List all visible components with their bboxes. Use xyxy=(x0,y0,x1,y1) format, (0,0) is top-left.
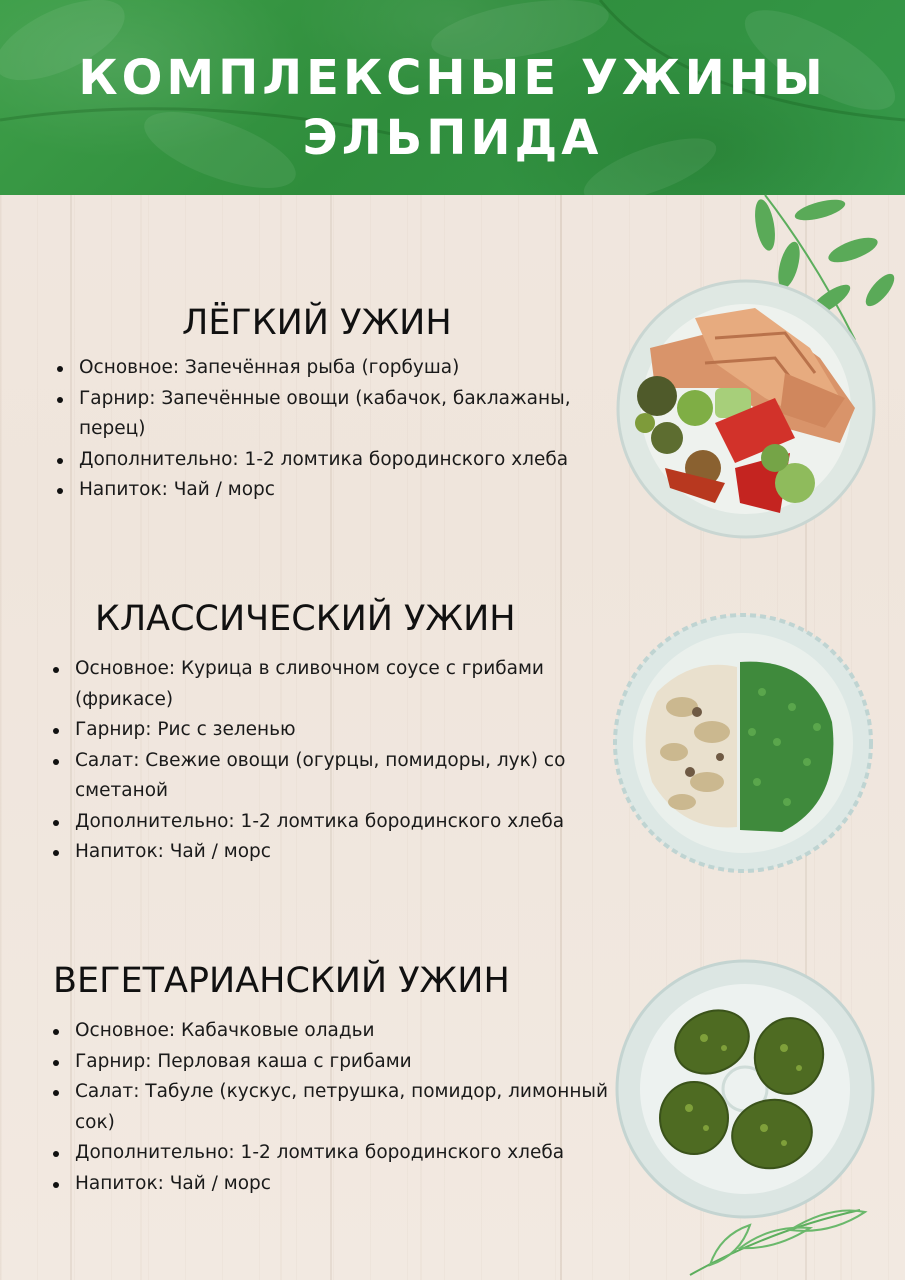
header-banner xyxy=(0,0,905,195)
list-item: Дополнительно: 1-2 ломтика бородинского хлеба xyxy=(49,807,609,838)
list-item: Напиток: Чай / морс xyxy=(49,1169,609,1200)
list-item: Дополнительно: 1-2 ломтика бородинского хлеба xyxy=(49,1138,609,1169)
section-title-classic-dinner: КЛАССИЧЕСКИЙ УЖИН xyxy=(95,599,516,639)
page-title xyxy=(0,48,905,168)
menu-list-vegetarian-dinner xyxy=(49,1016,609,1199)
zucchini-fritters-plate-image xyxy=(614,958,876,1220)
list-item: Напиток: Чай / морс xyxy=(53,475,613,506)
menu-list-light-dinner xyxy=(53,353,613,506)
section-title-vegetarian-dinner: ВЕГЕТАРИАНСКИЙ УЖИН xyxy=(53,961,510,1001)
list-item: Основное: Курица в сливочном соусе с грибами (фрикасе) xyxy=(49,654,609,715)
list-item: Гарнир: Запечённые овощи (кабачок, баклажаны, перец) xyxy=(53,384,613,445)
list-item: Напиток: Чай / морс xyxy=(49,837,609,868)
baked-salmon-plate-image xyxy=(615,278,877,540)
page-title-line1: КОМПЛЕКСНЫЕ УЖИНЫ xyxy=(78,50,827,106)
list-item: Салат: Табуле (кускус, петрушка, помидор, лимонный сок) xyxy=(49,1077,609,1138)
chicken-fricassee-plate-image xyxy=(612,612,874,874)
list-item: Гарнир: Рис с зеленью xyxy=(49,715,609,746)
list-item: Дополнительно: 1-2 ломтика бородинского хлеба xyxy=(53,445,613,476)
list-item: Основное: Кабачковые оладьи xyxy=(49,1016,609,1047)
list-item: Гарнир: Перловая каша с грибами xyxy=(49,1047,609,1078)
section-title-light-dinner: ЛЁГКИЙ УЖИН xyxy=(182,303,452,343)
list-item: Основное: Запечённая рыба (горбуша) xyxy=(53,353,613,384)
list-item: Салат: Свежие овощи (огурцы, помидоры, лук) со сметаной xyxy=(49,746,609,807)
menu-list-classic-dinner xyxy=(49,654,609,868)
page-title-line2: ЭЛЬПИДА xyxy=(302,110,603,166)
